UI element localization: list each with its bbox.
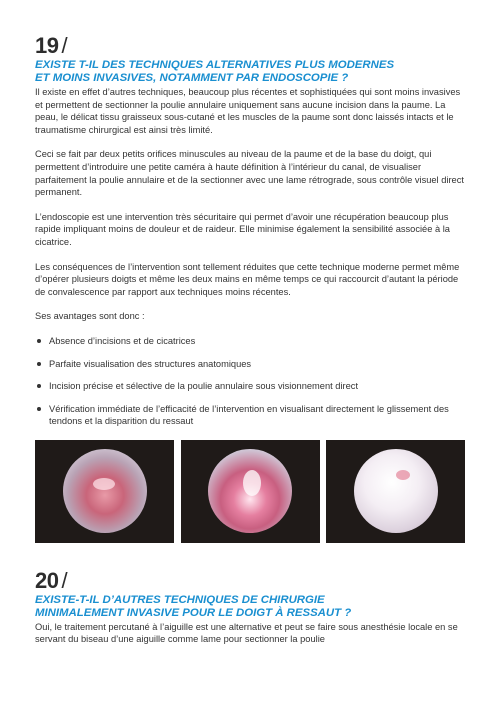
question-number-slash: / <box>61 33 68 58</box>
advantages-list <box>35 335 465 428</box>
endoscopy-image-3 <box>326 440 465 543</box>
advantages-intro: Ses avantages sont donc : <box>35 311 145 322</box>
question-title <box>35 594 465 620</box>
question-20 <box>35 569 465 646</box>
question-title-line-2: MINIMALEMENT INVASIVE POUR LE DOIGT À RESSAUT ? <box>35 606 352 619</box>
question-title <box>35 59 465 85</box>
paragraph: Oui, le traitement percutané à l’aiguille est une alternative et peut se faire sous anesthésie locale en se servant du biseau d’une aiguille comme lame pour sectionner la poulie <box>35 621 458 645</box>
list-item: Absence d’incisions et de cicatrices <box>35 335 465 348</box>
question-title-line-1: EXISTE-T-IL D’AUTRES TECHNIQUES DE CHIRURGIE <box>35 593 325 606</box>
paragraph: Il existe en effet d’autres techniques, beaucoup plus récentes et sophistiquées qui sont moins invasives et permettent de sectionner la poulie annulaire uniquement sans aucune incision dans la paume. La peau, le délicat tissu graisseux sous-cutané et les muscles de la paume sont donc laissés intacts et le traumatisme chirurgical est ainsi très limité. <box>35 87 461 135</box>
question-number <box>35 34 465 58</box>
list-item: Vérification immédiate de l’efficacité de l’intervention en visualisant directement le glissement des tendons et la disparition du ressaut <box>35 403 465 428</box>
endoscopy-image-2 <box>181 440 320 543</box>
endoscopy-images <box>35 440 465 543</box>
paragraph: L’endoscopie est une intervention très sécuritaire qui permet d’avoir une récupération beaucoup plus rapide impliquant moins de douleur et de raideur. Elle minimise également la sensibilité associée à la cicatrice. <box>35 211 450 247</box>
question-number-value: 19 <box>35 33 59 58</box>
question-title-line-2: ET MOINS INVASIVES, NOTAMMENT PAR ENDOSCOPIE ? <box>35 72 349 84</box>
question-number-value: 20 <box>35 567 59 593</box>
endoscopy-image-1 <box>35 440 174 543</box>
page-content <box>35 34 465 658</box>
question-number <box>35 569 465 593</box>
question-title-line-1: EXISTE T-IL DES TECHNIQUES ALTERNATIVES PLUS MODERNES <box>35 59 395 71</box>
question-number-slash: / <box>61 567 68 593</box>
paragraph: Ceci se fait par deux petits orifices minuscules au niveau de la paume et de la base du doigt, qui permettent d’introduire une petite caméra à haute définition à l’intérieur du canal, de visualiser parfaitement la poulie annulaire et de la sectionner avec une lame rétrograde, sous contrôle visuel direct permanent. <box>35 149 464 198</box>
question-19 <box>35 34 465 428</box>
paragraph: Les conséquences de l’intervention sont tellement réduites que cette technique moderne permet même d’opérer plusieurs doigts et même les deux mains en même temps ce qui raccourcit d’autant la période de convalescence par rapport aux techniques moins récentes. <box>35 261 460 297</box>
list-item: Incision précise et sélective de la poulie annulaire sous visionnement direct <box>35 380 465 393</box>
list-item: Parfaite visualisation des structures anatomiques <box>35 358 465 371</box>
